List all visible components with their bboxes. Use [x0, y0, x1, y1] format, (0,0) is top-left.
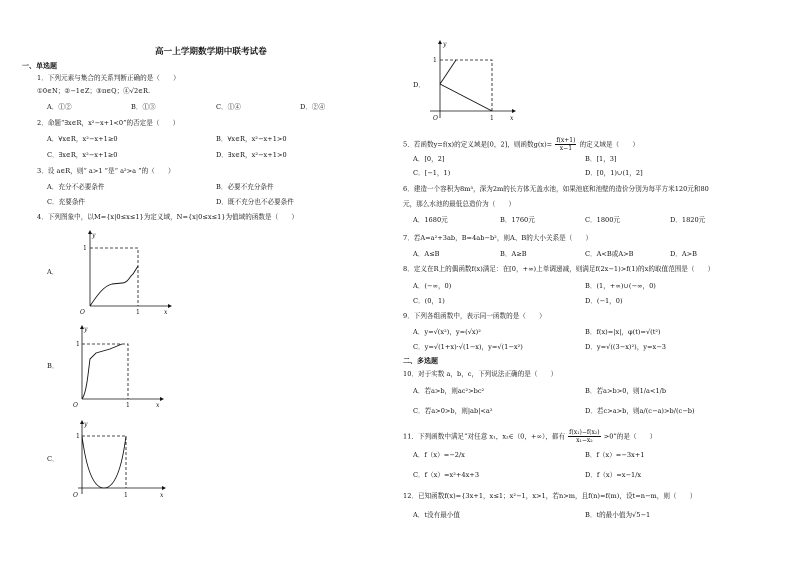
bound-dashes	[440, 60, 492, 111]
q3-option-c: C．充要条件	[47, 198, 86, 206]
q9-option-d: D．y=√((3−x)²)，y=x−3	[585, 343, 666, 351]
q12-option-b: B．t的最小值为√5−1	[585, 511, 651, 519]
q7-option-a: A．A≤B	[413, 250, 440, 258]
q9-option-b: B．f(x)=|x|，φ(t)=√(t²)	[585, 328, 661, 336]
y-one-label: 1	[76, 433, 80, 440]
q10-option-b: B．若a>b>0，则1/a<1/b	[585, 387, 667, 395]
q1-option-a: A．①②	[47, 103, 72, 111]
y-one-label: 1	[76, 341, 80, 348]
function-curve	[90, 266, 138, 306]
q6-option-b: B．1760元	[500, 216, 535, 224]
q12-option-a: A．t没有最小值	[413, 511, 460, 519]
x-axis-arrow	[162, 486, 166, 490]
q10-option-c: C．若a>0>b，则|ab|<a²	[413, 407, 493, 415]
q11-fraction-denominator: x₁−x₂	[576, 437, 593, 444]
q8-option-d: D．(−1，0)	[585, 297, 623, 305]
bound-dashes	[82, 344, 128, 399]
q2-option-c: C．∃x∈R，x²−x+1≥0	[47, 151, 118, 159]
q4-graph-a	[76, 228, 176, 318]
q6-stem-cont: 元，那么水池的最低总造价为（ ）	[403, 200, 516, 208]
q11-option-b: B．f（x）=−3x+1	[585, 451, 645, 459]
bound-dashes	[82, 436, 126, 488]
q5-option-d: D．[0，1)∪(1，2]	[585, 169, 643, 177]
x-one-label: 1	[126, 402, 130, 409]
y-axis-arrow	[438, 40, 442, 44]
section-heading-multi: 二、多选题	[403, 356, 438, 365]
q4-stem: 4．下列图象中，以M={x|0≤x≤1}为定义域，N={x|0≤x≤1}为值域的函数是（ ）	[37, 213, 298, 221]
q11-stem-start: 11．下列函数中满足“对任意 x₁，x₂∈（0，+∞），都有	[403, 432, 566, 441]
q7-option-b: B．A≥B	[500, 250, 527, 258]
q5-fraction	[555, 137, 576, 152]
q2-option-d: D．∃x∈R，x²−x+1>0	[216, 151, 287, 159]
q5-fraction-denominator: x−1	[559, 145, 573, 152]
q4-option-a-label: A．	[47, 268, 59, 276]
q2-option-a: A．∀x∈R，x²−x+1≥0	[47, 135, 118, 143]
x-one-label: 1	[490, 115, 494, 122]
q4-graph-b	[73, 323, 176, 413]
q4-option-c-label: C．	[47, 455, 59, 463]
q3-stem: 3．设 a∈R，则“ a>1 ”是“ a²>a ”的（ ）	[37, 167, 175, 175]
q4-option-d-label: D．	[413, 81, 425, 89]
q1-option-d: D．②④	[300, 103, 326, 111]
y-one-label: 1	[83, 245, 87, 252]
q9-option-a: A．y=√(x²)，y=(√x)²	[413, 328, 481, 336]
x-one-label: 1	[136, 309, 140, 316]
origin-label: O	[80, 309, 85, 316]
x-axis-arrow	[160, 397, 164, 401]
q11-fraction-numerator: f(x₁)−f(x₂)	[569, 429, 600, 436]
origin-label: O	[433, 115, 438, 122]
q1-option-b: B．①③	[131, 103, 156, 111]
q8-option-c: C．(0，1)	[413, 297, 445, 305]
q6-option-d: D．1820元	[670, 216, 706, 224]
function-segment-up	[440, 60, 456, 84]
y-label: y	[92, 232, 96, 239]
q10-stem: 10．对于实数 a，b，c，下列说法正确的是（ ）	[403, 370, 558, 378]
q2-stem: 2．命题“∃x∈R，x²−x+1<0”的否定是（ ）	[37, 119, 180, 127]
q5-stem	[403, 137, 639, 152]
q3-option-d: D．既不充分也不必要条件	[216, 198, 294, 206]
q11-option-c: C．f（x）=x²+4x+3	[413, 471, 480, 479]
q1-option-c: C．①④	[216, 103, 241, 111]
q11-stem-end: >0”的是（ ）	[603, 432, 657, 441]
x-label: x	[156, 402, 160, 409]
q5-fraction-numerator: f(x+1)	[556, 137, 576, 144]
q6-stem: 6．建造一个容积为8m³，深为2m的长方体无盖水池，如果池底和池壁的造价分别为每平方米120元和80	[403, 185, 709, 193]
section-heading-single: 一、单选题	[22, 61, 57, 70]
q4-graph-d	[430, 38, 530, 128]
q1-items: ①0∈N；②−1∈Z；③π∈Q；④√2∈R.	[37, 87, 151, 95]
x-axis-arrow	[168, 304, 172, 308]
q12-stem: 12．已知函数f(x)={3x+1，x≤1；x²−1，x>1，若n>m，且f(n)=f(m)，设t=n−m，则（ ）	[403, 492, 697, 500]
q6-option-c: C．1800元	[585, 216, 621, 224]
q4-option-b-label: B．	[47, 362, 59, 370]
q11-fraction	[568, 429, 600, 444]
y-one-label: 1	[433, 57, 437, 64]
q10-option-d: D．若c>a>b，则a/(c−a)>b/(c−b)	[585, 407, 695, 415]
q9-option-c: C．y=√(1+x)·√(1−x)，y=√(1−x²)	[413, 343, 523, 351]
q3-option-a: A．充分不必要条件	[47, 183, 105, 191]
q7-stem: 7．若A=a²+3ab，B=4ab−b²，则A、B的大小关系是（ ）	[403, 234, 593, 242]
function-curve	[82, 344, 122, 399]
q7-option-d: D．A>B	[670, 250, 698, 258]
q4-graph-c	[73, 418, 176, 508]
function-curve	[82, 436, 126, 488]
q5-stem-end: 的定义域是（ ）	[579, 140, 639, 149]
q5-option-b: B．[1，3]	[585, 155, 617, 163]
y-label: y	[443, 41, 447, 48]
x-label: x	[164, 309, 168, 316]
q1-stem: 1．下列元素与集合的关系判断正确的是（ ）	[37, 74, 180, 82]
q2-option-b: B．∀x∈R，x²−x+1>0	[216, 135, 287, 143]
q10-option-a: A．若a>b，则ac²>bc²	[413, 387, 485, 395]
q8-stem: 8．定义在R上的偶函数f(x)满足：在[0，+∞)上单调递减，则满足f(2x−1)>f(1)的x的取值范围是（ ）	[403, 265, 715, 273]
q6-option-a: A．1680元	[413, 216, 448, 224]
q5-option-a: A．[0，2]	[413, 155, 445, 163]
y-label: y	[84, 421, 88, 428]
q11-stem	[403, 429, 656, 444]
x-label: x	[510, 115, 514, 122]
x-axis-arrow	[512, 109, 516, 113]
q3-option-b: B．必要不充分条件	[216, 183, 274, 191]
y-label: y	[84, 326, 88, 333]
q8-option-a: A．(−∞，0)	[413, 282, 452, 290]
x-one-label: 1	[124, 492, 128, 499]
q11-option-a: A．f（x）=−2/x	[413, 451, 465, 459]
page-title: 高一上学期数学期中联考试卷	[155, 47, 267, 57]
q9-stem: 9．下列各组函数中，表示同一函数的是（ ）	[403, 312, 546, 320]
x-label: x	[160, 492, 164, 499]
q5-stem-start: 5．若函数y=f(x)的定义域是[0，2]，则函数g(x)=	[403, 140, 553, 149]
origin-label: O	[73, 402, 78, 409]
origin-label: O	[73, 492, 78, 499]
q7-option-c: C．A<B或A>B	[585, 250, 634, 258]
q11-option-d: D．f（x）=x−1/x	[585, 471, 642, 479]
q8-option-b: B．(1，+∞)∪(−∞，0)	[585, 282, 656, 290]
q5-option-c: C．[−1，1)	[413, 169, 451, 177]
function-segment-down	[440, 84, 492, 111]
